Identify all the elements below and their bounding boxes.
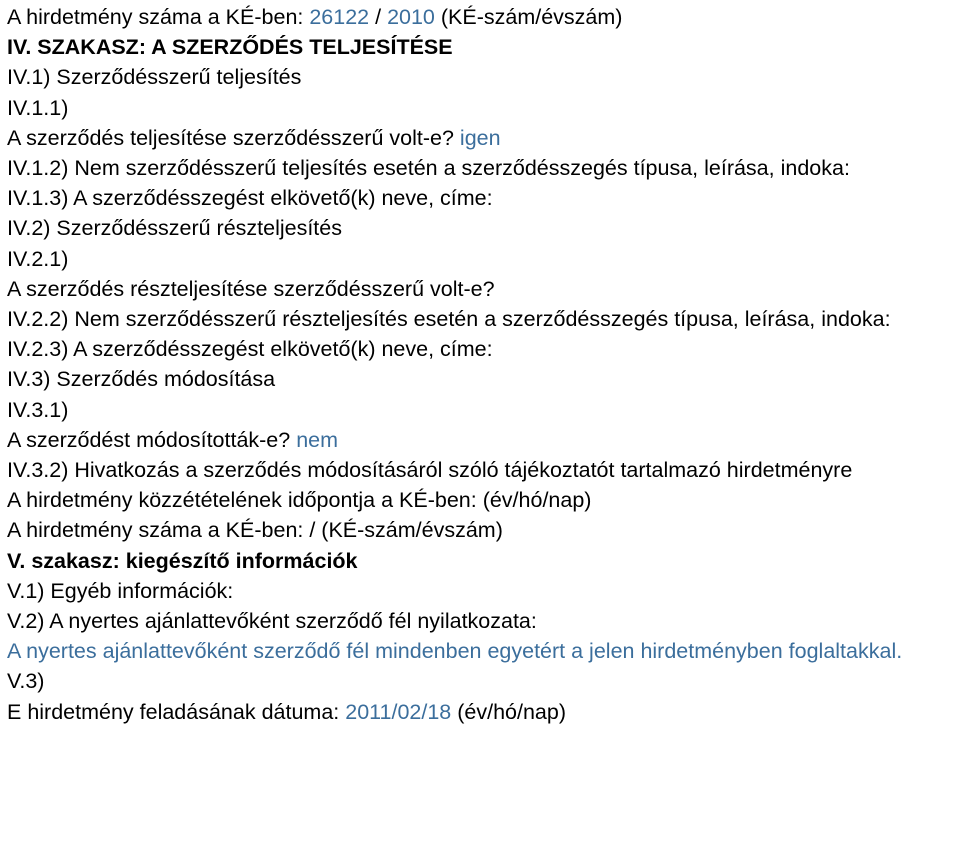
notice-number-line [7, 2, 956, 32]
notice-number-label: A hirdetmény száma a KÉ-ben: [7, 5, 310, 29]
item-iv-1-3: IV.1.3) A szerződésszegést elkövető(k) neve, címe: [7, 186, 493, 211]
item-iv-2-3: IV.2.3) A szerződésszegést elkövető(k) neve, címe: [7, 337, 493, 362]
contract-fulfillment-question [7, 123, 956, 153]
section-iv-2-heading: IV.2) Szerződésszerű részteljesítés [7, 216, 342, 241]
contract-modified-question [7, 425, 956, 455]
publication-number-line: A hirdetmény száma a KÉ-ben: / (KÉ-szám/évszám) [7, 518, 503, 543]
dispatch-date-value: 2011/02/18 [345, 699, 452, 724]
section-v-heading: V. szakasz: kiegészítő információk [7, 548, 358, 573]
item-iv-2-1: IV.2.1) [7, 246, 69, 271]
contract-modified-answer: nem [296, 427, 339, 452]
item-iv-3-2: IV.3.2) Hivatkozás a szerződés módosításáról szóló tájékoztatót tartalmazó hirdetményre [7, 458, 853, 483]
section-iv-1-heading: IV.1) Szerződésszerű teljesítés [7, 65, 302, 90]
dispatch-date-format: (év/hó/nap) [451, 699, 566, 724]
dispatch-date-label: E hirdetmény feladásának dátuma: [7, 699, 346, 724]
item-v-2: V.2) A nyertes ajánlattevőként szerződő fél nyilatkozata: [7, 609, 537, 634]
winner-statement: A nyertes ajánlattevőként szerződő fél mindenben egyetért a jelen hirdetményben foglaltakkal. [7, 639, 903, 664]
contract-modified-label: A szerződést módosították-e? [7, 427, 297, 452]
contract-fulfillment-answer: igen [459, 125, 501, 150]
section-iv-heading: IV. SZAKASZ: A SZERZŐDÉS TELJESÍTÉSE [7, 35, 453, 60]
partial-fulfillment-question: A szerződés részteljesítése szerződésszerű volt-e? [7, 276, 495, 301]
document-body [7, 2, 956, 727]
notice-year-value: 2010 [387, 5, 435, 29]
notice-number-format: (KÉ-szám/évszám) [434, 5, 623, 29]
notice-number-separator: / [369, 5, 388, 29]
dispatch-date-line [7, 697, 956, 727]
section-iv-3-heading: IV.3) Szerződés módosítása [7, 367, 276, 392]
publication-date-line: A hirdetmény közzétételének időpontja a KÉ-ben: (év/hó/nap) [7, 488, 592, 513]
item-v-3: V.3) [7, 669, 45, 694]
item-v-1: V.1) Egyéb információk: [7, 578, 234, 603]
item-iv-3-1: IV.3.1) [7, 397, 69, 422]
item-iv-2-2: IV.2.2) Nem szerződésszerű részteljesítés esetén a szerződésszegés típusa, leírása, indoka: [7, 307, 891, 332]
contract-fulfillment-label: A szerződés teljesítése szerződésszerű volt-e? [7, 125, 460, 150]
item-iv-1-2: IV.1.2) Nem szerződésszerű teljesítés esetén a szerződésszegés típusa, leírása, indoka: [7, 156, 850, 181]
notice-number-value: 26122 [309, 5, 370, 29]
item-iv-1-1: IV.1.1) [7, 95, 69, 120]
